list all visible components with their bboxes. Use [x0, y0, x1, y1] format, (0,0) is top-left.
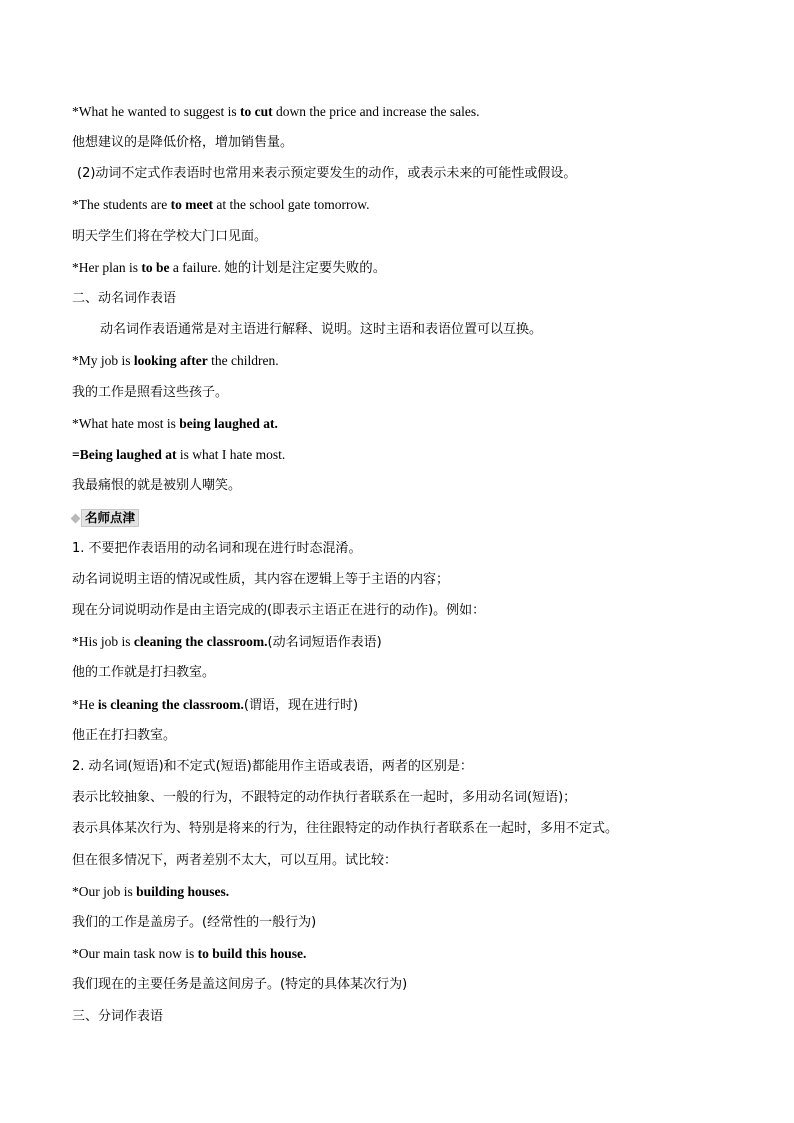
example-sentence: *The students are to meet at the school gate tomorrow.: [72, 197, 370, 212]
explanation-paragraph: 动名词作表语通常是对主语进行解释、说明。这时主语和表语位置可以互换。: [100, 322, 543, 337]
example-sentence: *He is cleaning the classroom.(谓语，现在进行时): [72, 697, 359, 713]
translation: 他正在打扫教室。: [72, 728, 177, 743]
example-sentence: =Being laughed at is what I hate most.: [72, 447, 286, 462]
explanation-paragraph: 现在分词说明动作是由主语完成的(即表示主语正在进行的动作)。例如：: [72, 603, 486, 618]
tip-point: 1. 不要把作表语用的动名词和现在进行时态混淆。: [72, 541, 362, 556]
example-sentence: *Our job is building houses.: [72, 884, 230, 899]
explanation-paragraph: (2)动词不定式作表语时也常用来表示预定要发生的动作，或表示未来的可能性或假设。: [77, 166, 577, 181]
example-sentence: *His job is cleaning the classroom.(动名词短语作表语): [72, 634, 382, 650]
section-heading: 二、动名词作表语: [72, 291, 177, 306]
section-heading: 三、分词作表语: [72, 1009, 164, 1024]
explanation-paragraph: 表示具体某次行为、特别是将来的行为，往往跟特定的动作执行者联系在一起时，多用不定式。: [72, 821, 619, 836]
translation: 我最痛恨的就是被别人嘲笑。: [72, 478, 242, 493]
example-sentence: *What hate most is being laughed at.: [72, 416, 278, 431]
explanation-paragraph: 动名词说明主语的情况或性质，其内容在逻辑上等于主语的内容；: [72, 572, 450, 587]
explanation-paragraph: 表示比较抽象、一般的行为，不跟特定的动作执行者联系在一起时，多用动名词(短语)；: [72, 790, 577, 805]
translation: 我们的工作是盖房子。(经常性的一般行为): [72, 915, 317, 930]
example-sentence: *Our main task now is to build this house.: [72, 946, 307, 961]
tip-point: 2. 动名词(短语)和不定式(短语)都能用作主语或表语，两者的区别是：: [72, 759, 473, 774]
translation: 我的工作是照看这些孩子。: [72, 385, 229, 400]
example-sentence: *Her plan is to be a failure. 她的计划是注定要失败的。: [72, 260, 387, 275]
diamond-icon: [71, 513, 81, 523]
translation: 他的工作就是打扫教室。: [72, 665, 216, 680]
example-sentence: *My job is looking after the children.: [72, 353, 279, 368]
translation: 我们现在的主要任务是盖这间房子。(特定的具体某次行为): [72, 977, 408, 992]
example-sentence: *What he wanted to suggest is to cut down the price and increase the sales.: [72, 104, 480, 119]
explanation-paragraph: 但在很多情况下，两者差别不太大，可以互用。试比较：: [72, 853, 398, 868]
translation: 明天学生们将在学校大门口见面。: [72, 229, 268, 244]
badge-label: 名师点津: [81, 509, 139, 527]
teacher-tips-badge: [72, 509, 139, 527]
translation: 他想建议的是降低价格，增加销售量。: [72, 135, 294, 150]
